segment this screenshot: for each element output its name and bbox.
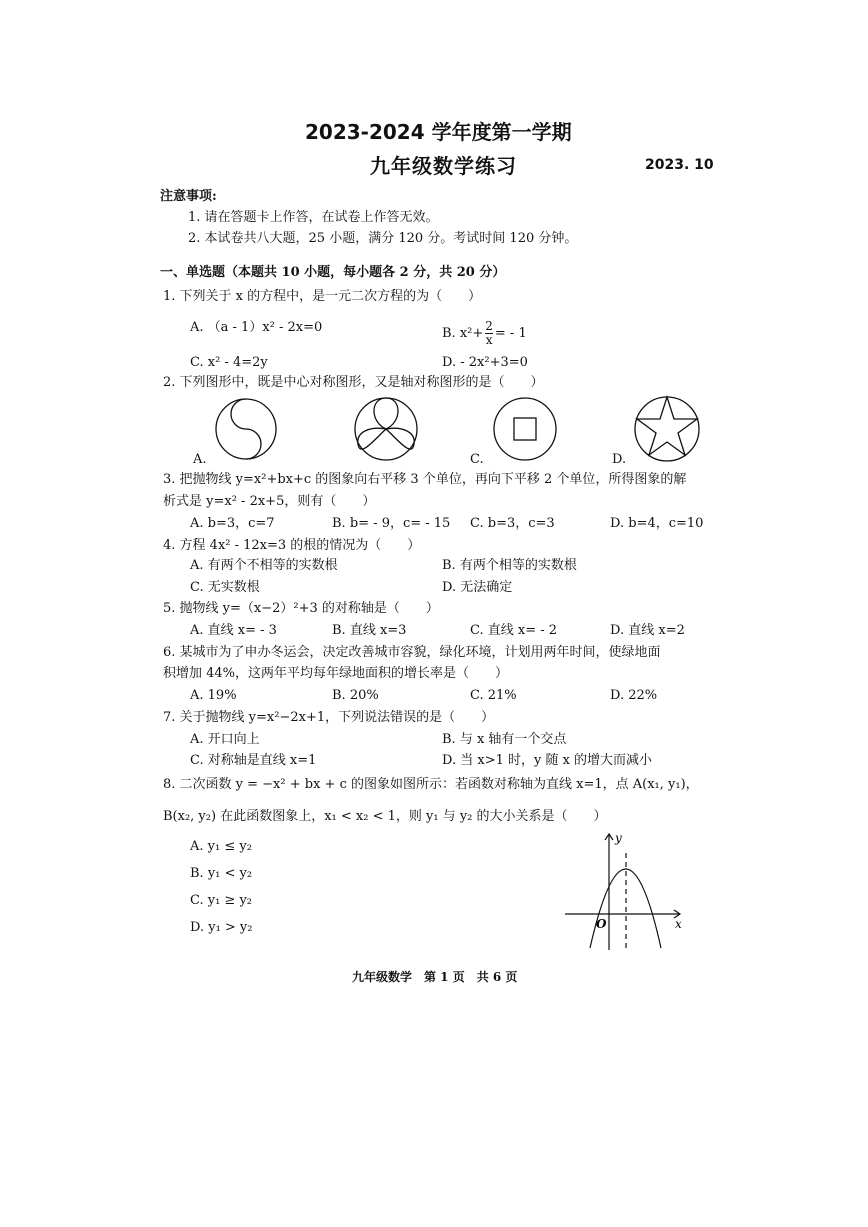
q3-stem-line-1: 3. 把抛物线 y=x²+bx+c 的图象向右平移 3 个单位，再向下平移 2 个单位，所得图象的解 <box>163 472 687 487</box>
exam-title: 2023-2024 学年度第一学期 <box>305 120 572 144</box>
q7-stem: 7. 关于抛物线 y=x²−2x+1，下列说法错误的是（ ） <box>163 710 495 725</box>
q2-stem: 2. 下列图形中，既是中心对称图形，又是轴对称图形的是（ ） <box>163 375 544 390</box>
q2-option-d: D. <box>612 452 627 467</box>
q8-option-b: B. y₁ < y₂ <box>190 866 253 881</box>
q6-option-c: C. 21% <box>470 688 517 703</box>
q8-stem-line-1: 8. 二次函数 y = −x² + bx + c 的图象如图所示：若函数对称轴为直线 x=1，点 A(x₁, y₁)， <box>163 777 699 792</box>
q6-stem-line-1: 6. 某城市为了申办冬运会，决定改善城市容貌，绿化环境，计划用两年时间，使绿地面 <box>163 645 661 660</box>
q5-stem: 5. 抛物线 y=（x−2）²+3 的对称轴是（ ） <box>163 601 439 616</box>
star-figure <box>635 397 699 461</box>
q4-option-a: A. 有两个不相等的实数根 <box>190 558 338 573</box>
y-axis-label: y <box>615 831 622 845</box>
page-footer: 九年级数学 第 1 页 共 6 页 <box>352 970 518 984</box>
q4-option-c: C. 无实数根 <box>190 580 260 595</box>
exam-subtitle: 九年级数学练习 <box>370 154 517 178</box>
q3-option-c: C. b=3，c=3 <box>470 516 555 531</box>
x-axis-label: x <box>675 917 682 931</box>
q8-option-c: C. y₁ ≥ y₂ <box>190 893 253 908</box>
notice-item-2: 2. 本试卷共八大题，25 小题，满分 120 分。考试时间 120 分钟。 <box>188 231 578 246</box>
q1-option-d: D. - 2x²+3=0 <box>442 355 528 370</box>
q1-option-b-suffix: = - 1 <box>494 326 527 341</box>
q4-stem: 4. 方程 4x² - 12x=3 的根的情况为（ ） <box>163 538 421 553</box>
q6-option-d: D. 22% <box>610 688 658 703</box>
q6-option-a: A. 19% <box>190 688 237 703</box>
q1-option-b-prefix: B. x²+ <box>442 326 484 341</box>
q7-option-d: D. 当 x>1 时，y 随 x 的增大而减小 <box>442 753 653 768</box>
q3-option-a: A. b=3，c=7 <box>190 516 275 531</box>
q7-option-b: B. 与 x 轴有一个交点 <box>442 732 567 747</box>
notice-item-1: 1. 请在答题卡上作答，在试卷上作答无效。 <box>188 210 439 225</box>
q1-option-a: A. （a - 1）x² - 2x=0 <box>190 320 323 335</box>
q2-option-a: A. <box>193 452 207 467</box>
q4-option-d: D. 无法确定 <box>442 580 513 595</box>
q8-parabola-graph <box>560 830 690 952</box>
exam-date: 2023. 10 <box>645 157 714 173</box>
q8-option-a: A. y₁ ≤ y₂ <box>190 839 252 854</box>
three-petal-figure <box>355 398 417 460</box>
q1-fraction-denominator: x <box>485 333 493 347</box>
coin-figure <box>494 398 556 460</box>
q6-stem-line-2: 积增加 44%，这两年平均每年绿地面积的增长率是（ ） <box>163 666 509 681</box>
q1-fraction-numerator: 2 <box>485 319 493 333</box>
q1-option-b <box>442 320 527 347</box>
q5-option-d: D. 直线 x=2 <box>610 623 685 638</box>
q3-option-d: D. b=4，c=10 <box>610 516 704 531</box>
q3-option-b: B. b= - 9，c= - 15 <box>332 516 451 531</box>
q7-option-a: A. 开口向上 <box>190 732 260 747</box>
section-heading: 一、单选题（本题共 10 小题，每小题各 2 分，共 20 分） <box>160 265 506 280</box>
q5-option-c: C. 直线 x= - 2 <box>470 623 558 638</box>
q7-option-c: C. 对称轴是直线 x=1 <box>190 753 317 768</box>
q5-option-a: A. 直线 x= - 3 <box>190 623 277 638</box>
q1-stem: 1. 下列关于 x 的方程中，是一元二次方程的为（ ） <box>163 289 482 304</box>
q1-option-b-fraction <box>485 320 493 347</box>
notice-heading: 注意事项: <box>160 189 217 204</box>
yin-yang-figure <box>216 399 276 459</box>
q2-option-c: C. <box>470 452 484 467</box>
q8-option-d: D. y₁ > y₂ <box>190 920 253 935</box>
q4-option-b: B. 有两个相等的实数根 <box>442 558 577 573</box>
q1-option-c: C. x² - 4=2y <box>190 355 268 370</box>
origin-label: O <box>596 917 607 931</box>
q8-stem-line-2: B(x₂, y₂) 在此函数图象上，x₁ < x₂ < 1，则 y₁ 与 y₂ 的大小关系是（ ） <box>163 809 607 824</box>
q6-option-b: B. 20% <box>332 688 379 703</box>
q3-stem-line-2: 析式是 y=x² - 2x+5，则有（ ） <box>163 494 376 509</box>
q5-option-b: B. 直线 x=3 <box>332 623 407 638</box>
